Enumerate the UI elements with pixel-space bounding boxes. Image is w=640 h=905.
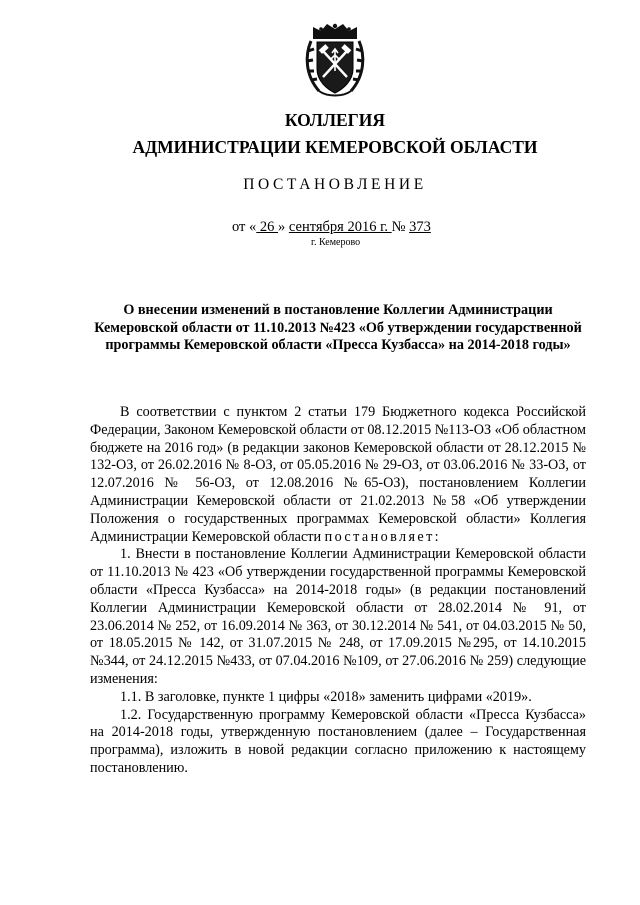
date-mid: » (278, 219, 289, 235)
date-prefix: от « (232, 219, 257, 235)
body-paragraph-preamble (90, 404, 586, 546)
org-name-line2: АДМИНИСТРАЦИИ КЕМЕРОВСКОЙ ОБЛАСТИ (132, 137, 538, 157)
kemerovo-coat-of-arms-icon (303, 21, 367, 99)
date-month-year: сентября 2016 г. (288, 219, 392, 235)
body-paragraph-item-1-2: 1.2. Государственную программу Кемеровской области «Пресса Кузбасса» на 2014-2018 годы, утвержденную постановлением (далее – Государственная программа), изложить в новой редакции согласно приложению к настоящему постановлению. (90, 706, 586, 776)
document-date-line (232, 219, 431, 236)
date-day: 26 (256, 219, 279, 235)
document-city: г. Кемерово (311, 237, 361, 248)
document-type: ПОСТАНОВЛЕНИЕ (243, 176, 427, 193)
body-paragraph-item-1: 1. Внести в постановление Коллегии Администрации Кемеровской области от 11.10.2013 № 423 «Об утверждении государственной программы Кемеровской области «Пресса Кузбасса» на 2014-2018 годы» (в редакции постановлений Коллегии Администрации Кемеровской области от 28.02.2014 № 91, от 23.06.2014 № 252, от 16.09.2014 № 363, от 30.12.2014 № 541, от 04.03.2015 № 50, от 18.05.2015 № 142, от 31.07.2015 № 248, от 17.09.2015 №295, от 14.10.2015 №344, от 24.12.2015 №433, от 07.04.2016 №109, от 27.06.2016 № 259) следующие изменения: (90, 546, 586, 687)
body-paragraph-item-1-1: 1.1. В заголовке, пункте 1 цифры «2018» заменить цифрами «2019». (120, 688, 532, 705)
number-label: № (391, 219, 410, 235)
org-name-line1: КОЛЛЕГИЯ (284, 110, 386, 130)
document-body (90, 404, 586, 778)
document-number: 373 (409, 219, 431, 235)
resolves-word: постановляет: (324, 528, 442, 545)
preamble-text: В соответствии с пунктом 2 статьи 179 Бюджетного кодекса Российской Федерации, Законом Кемеровской области от 08.12.2015 №113-ОЗ «Об областном бюджете на 2016 год» (в редакции законов Кемеровской области от 28.12.2015 № 132-ОЗ, от 26.02.2016 № 8-ОЗ, от 05.05.2016 № 29-ОЗ, от 03.06.2016 № 33-ОЗ, от 12.07.2016 № 56-ОЗ, от 12.08.2016 №65-ОЗ), постановлением Коллегии Администрации Кемеровской области от 21.02.2013 №58 «Об утверждении Положения о государственных программах Кемеровской области» Коллегия Администрации Кемеровской области (90, 404, 586, 545)
document-title: О внесении изменений в постановление Коллегии Администрации Кемеровской области от 11.10.2013 №423 «Об утверждении государственной программы Кемеровской области «Пресса Кузбасса» на 2014-2018 годы» (94, 302, 582, 353)
